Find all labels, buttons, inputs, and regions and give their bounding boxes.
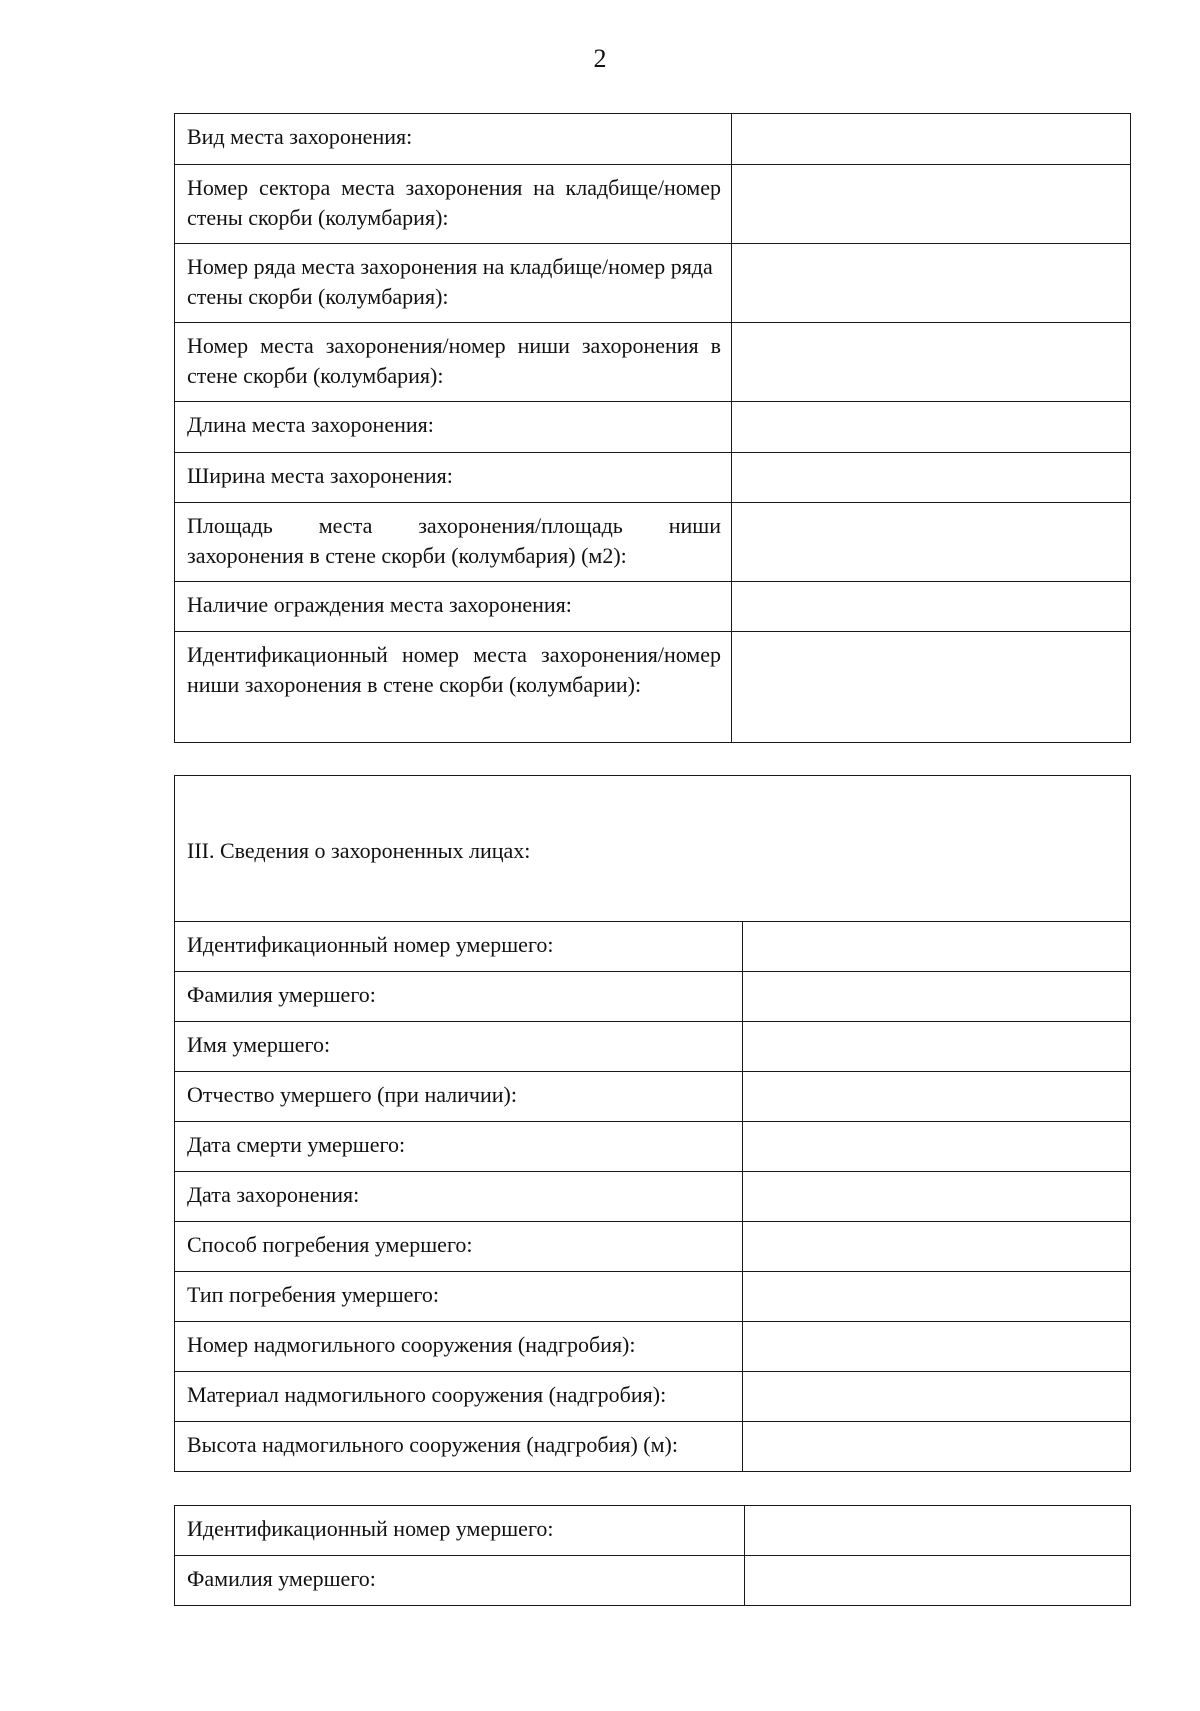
field-label: Номер места захоронения/номер ниши захоронения в стене скорби (колумбария):: [175, 323, 732, 402]
field-value-input[interactable]: [743, 1372, 1131, 1422]
field-label: Площадь места захоронения/площадь ниши захоронения в стене скорби (колумбария) (м2):: [175, 503, 732, 582]
field-label: Вид места захоронения:: [175, 114, 732, 165]
field-value-input[interactable]: [732, 453, 1131, 503]
field-label: Номер надмогильного сооружения (надгробия):: [175, 1322, 743, 1372]
table-row: [175, 1172, 1131, 1222]
field-label: Наличие ограждения места захоронения:: [175, 582, 732, 632]
field-value-input[interactable]: [743, 1122, 1131, 1172]
field-label: Идентификационный номер умершего:: [175, 1506, 745, 1556]
buried-person-2-table: [174, 1505, 1131, 1606]
table-row: [175, 1322, 1131, 1372]
field-value-input[interactable]: [743, 1422, 1131, 1472]
field-label: Дата смерти умершего:: [175, 1122, 743, 1172]
field-value-input[interactable]: [743, 1072, 1131, 1122]
table-row: [175, 632, 1131, 743]
section-header-row: [175, 776, 1131, 922]
field-label: Имя умершего:: [175, 1022, 743, 1072]
field-label: Идентификационный номер места захоронения/номер ниши захоронения в стене скорби (колумбарии):: [175, 632, 732, 743]
table-row: [175, 1072, 1131, 1122]
table-row: [175, 165, 1131, 244]
table-row: [175, 1122, 1131, 1172]
table-row: [175, 1372, 1131, 1422]
section-title: III. Сведения о захороненных лицах:: [175, 776, 1131, 922]
page-number: 2: [593, 44, 607, 73]
field-value-input[interactable]: [745, 1556, 1131, 1606]
field-label: Фамилия умершего:: [175, 972, 743, 1022]
buried-persons-table: [174, 775, 1131, 1472]
field-label: Отчество умершего (при наличии):: [175, 1072, 743, 1122]
field-value-input[interactable]: [732, 402, 1131, 453]
field-value-input[interactable]: [732, 165, 1131, 244]
field-label: Номер ряда места захоронения на кладбище/номер ряда стены скорби (колумбария):: [175, 244, 732, 323]
field-value-input[interactable]: [745, 1506, 1131, 1556]
field-value-input[interactable]: [743, 1172, 1131, 1222]
table-row: [175, 1022, 1131, 1072]
field-label: Тип погребения умершего:: [175, 1272, 743, 1322]
table-row: [175, 922, 1131, 972]
table-row: [175, 1422, 1131, 1472]
table-row: [175, 1222, 1131, 1272]
field-value-input[interactable]: [732, 582, 1131, 632]
field-label: Материал надмогильного сооружения (надгробия):: [175, 1372, 743, 1422]
table-row: [175, 1272, 1131, 1322]
field-value-input[interactable]: [732, 323, 1131, 402]
field-value-input[interactable]: [743, 972, 1131, 1022]
table-row: [175, 972, 1131, 1022]
table-row: [175, 402, 1131, 453]
field-label: Ширина места захоронения:: [175, 453, 732, 503]
field-value-input[interactable]: [732, 632, 1131, 743]
table-row: [175, 453, 1131, 503]
table-row: [175, 244, 1131, 323]
field-label: Фамилия умершего:: [175, 1556, 745, 1606]
field-value-input[interactable]: [743, 922, 1131, 972]
table-row: [175, 582, 1131, 632]
table-row: [175, 503, 1131, 582]
field-value-input[interactable]: [743, 1272, 1131, 1322]
field-label: Длина места захоронения:: [175, 402, 732, 453]
burial-place-table: [174, 113, 1131, 743]
table-row: [175, 1506, 1131, 1556]
field-label: Номер сектора места захоронения на кладбище/номер стены скорби (колумбария):: [175, 165, 732, 244]
field-label: Идентификационный номер умершего:: [175, 922, 743, 972]
field-value-input[interactable]: [743, 1322, 1131, 1372]
field-value-input[interactable]: [743, 1222, 1131, 1272]
table-row: [175, 323, 1131, 402]
field-value-input[interactable]: [732, 503, 1131, 582]
table-row: [175, 114, 1131, 165]
field-value-input[interactable]: [743, 1022, 1131, 1072]
field-label: Дата захоронения:: [175, 1172, 743, 1222]
field-value-input[interactable]: [732, 114, 1131, 165]
field-label: Способ погребения умершего:: [175, 1222, 743, 1272]
table-row: [175, 1556, 1131, 1606]
field-label: Высота надмогильного сооружения (надгробия) (м):: [175, 1422, 743, 1472]
field-value-input[interactable]: [732, 244, 1131, 323]
